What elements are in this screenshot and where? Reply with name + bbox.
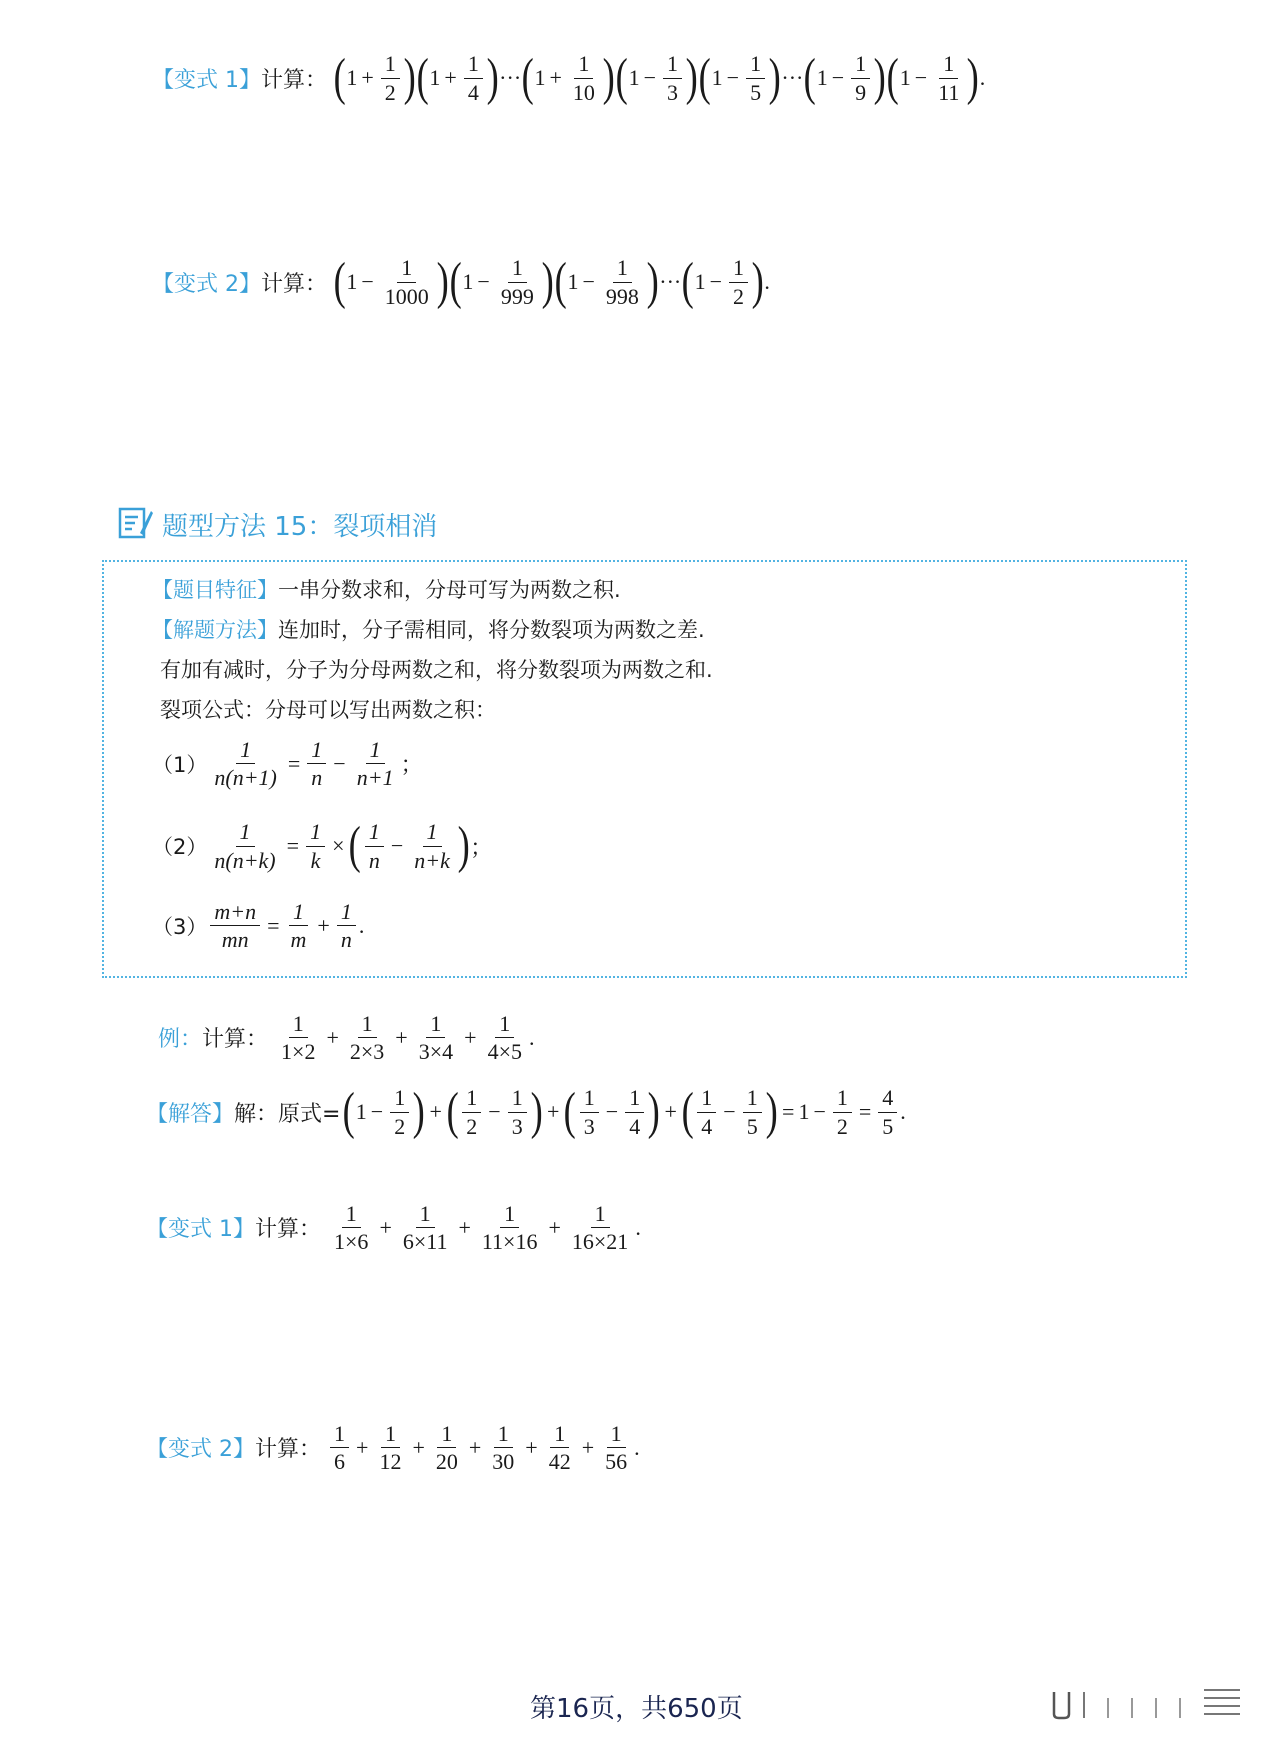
numerator: 1 [358,1012,377,1038]
denominator: 5 [882,1113,894,1139]
denominator: 3 [511,1113,523,1139]
numerator: 1 [381,52,400,78]
operator: + [547,1099,560,1124]
compute-prefix: 计算： [255,1217,322,1243]
fraction [545,1422,575,1473]
denominator: n [311,765,323,791]
variant-2-top [152,253,770,310]
denominator: 2 [394,1113,406,1139]
math-text: 1 [346,269,358,294]
parenthesis: ( [416,49,429,106]
numerator: 1 [236,738,255,764]
fraction [210,820,279,871]
math-text: . [979,65,986,90]
operator: + [356,1434,369,1460]
fraction [415,1012,457,1063]
fraction [851,52,870,103]
parenthesis: ( [803,49,817,106]
operator: − [370,1099,384,1124]
parenthesis: ) [412,1083,425,1140]
fraction [878,1086,897,1137]
denominator: 12 [379,1449,402,1475]
fraction [306,820,325,871]
numerator: 1 [495,1012,514,1038]
math-text: 1 [567,269,579,294]
operator: + [581,1434,595,1460]
math-text: ； [470,834,493,860]
numerator: 1 [381,1422,400,1448]
numerator: m+n [210,900,260,926]
math-text: 1 [711,65,723,90]
numerator: 1 [613,256,632,282]
denominator: n(n+1) [214,765,277,791]
math-text: . [634,1434,640,1460]
fraction [410,820,454,871]
operator: + [326,1024,339,1050]
operator: + [317,912,330,938]
numerator: 1 [423,820,442,846]
denominator: 20 [435,1449,458,1475]
numerator: 1 [833,1086,852,1112]
numerator: 1 [236,820,255,846]
denominator: mn [221,927,249,953]
operator: + [549,65,562,90]
feature-text: 一串分数求和，分母可写为两数之积. [278,578,621,602]
parenthesis: ( [449,253,462,310]
fraction [663,52,682,103]
denominator: 1×6 [334,1229,369,1255]
math-expression [342,1083,906,1140]
numerator: 1 [289,1012,308,1038]
formula-2 [152,817,493,874]
operator: + [525,1434,538,1460]
variant-2-bottom [146,1422,640,1473]
parenthesis: ( [333,253,346,310]
parenthesis: ) [751,253,764,310]
math-text: 1 [628,65,640,90]
math-expression [327,1202,641,1253]
parenthesis: ) [685,49,698,106]
fraction [210,900,260,951]
variant-label: 【变式 1】 [146,1217,255,1243]
operator: + [395,1024,408,1050]
numerator: 1 [437,1422,456,1448]
denominator: 4 [629,1113,641,1139]
operator: = [286,833,300,858]
feature-label: 【题目特征】 [152,578,278,602]
fraction [833,1086,852,1137]
math-text: ； [400,752,423,778]
fraction [729,256,748,307]
parenthesis: ) [647,1083,660,1140]
parenthesis: ( [615,49,628,106]
parenthesis: ( [681,1083,694,1140]
fraction [488,1422,518,1473]
numerator: 1 [500,1202,519,1228]
denominator: 999 [500,283,534,309]
parenthesis: ) [457,817,470,874]
math-text: 1 [429,65,441,90]
numerator: 1 [697,1086,716,1112]
parenthesis: ) [602,49,615,106]
math-expression [333,253,770,310]
fraction [580,1086,599,1137]
denominator: 6 [334,1449,346,1475]
parenthesis: ( [564,1083,577,1140]
fraction [210,738,281,789]
numerator: 1 [337,900,356,926]
math-text: . [358,912,365,938]
fraction [484,1012,526,1063]
denominator: 2 [836,1113,848,1139]
denominator: n+k [414,847,450,873]
math-text: 1 [798,1099,810,1124]
operator: + [468,1434,482,1460]
formula-label: （3） [152,914,208,939]
fraction [432,1422,462,1473]
math-text: 1 [346,65,358,90]
method-line [152,614,705,644]
operator: + [458,1214,471,1240]
operator: + [379,1214,392,1240]
denominator: 10 [572,79,595,105]
fraction [601,1422,631,1473]
example [158,1012,534,1063]
denominator: n [340,927,352,953]
operator: = [782,1099,795,1124]
operator: + [664,1099,677,1124]
denominator: 2 [384,79,396,105]
operator: − [813,1099,826,1124]
parenthesis: ( [554,253,567,310]
numerator: 1 [307,738,326,764]
notebook-pen-icon [118,505,154,543]
compute-prefix: 计算： [261,271,328,297]
numerator: 1 [366,738,385,764]
operator: + [464,1024,477,1050]
fraction [365,820,384,871]
denominator: 5 [750,79,762,105]
denominator: 11 [938,79,960,105]
fraction [330,1422,349,1473]
denominator: 16×21 [571,1229,629,1255]
operator: × [332,833,345,858]
variant-1-top [152,49,986,106]
fraction [277,1012,319,1063]
parenthesis: ( [521,49,534,106]
fraction [743,1086,762,1137]
formula-3 [152,900,364,951]
parenthesis: ) [646,253,659,310]
parenthesis: ) [765,1083,778,1140]
numerator: 1 [494,1422,513,1448]
math-expression [274,1012,534,1063]
numerator: 1 [939,52,958,78]
operator: − [390,833,404,858]
fraction [478,1202,542,1253]
compute-prefix: 计算： [202,1027,269,1053]
denominator: 30 [492,1449,515,1475]
formula-1 [152,738,423,789]
operator: − [726,65,740,90]
formula-expression [207,817,493,874]
operator: − [709,269,722,294]
formula-expression [207,900,364,951]
fraction [353,738,398,789]
parenthesis: ( [681,253,694,310]
variant-label: 【变式 2】 [152,271,261,297]
numerator: 1 [574,52,593,78]
operator: − [477,269,490,294]
fraction [462,1086,481,1137]
fraction [625,1086,644,1137]
math-text: 1 [534,65,546,90]
formula-label: （1） [152,752,208,777]
parenthesis: ) [403,49,416,106]
page-indicator: 第16页，共650页 [530,1694,743,1724]
answer-label: 【解答】 [146,1101,235,1127]
variant-label: 【变式 2】 [146,1437,255,1463]
numerator: 1 [508,1086,527,1112]
operator: − [914,65,928,90]
formula-label: （2） [152,835,208,859]
math-text: 1 [355,1099,367,1124]
fraction [381,52,400,103]
numerator: 1 [746,52,765,78]
feature-line [152,574,621,604]
numerator: 1 [729,256,748,282]
parenthesis: ) [530,1083,543,1140]
denominator: 5 [746,1113,758,1139]
denominator: n(n+k) [214,847,276,873]
fraction [569,52,599,103]
operator: = [267,912,280,938]
fraction [390,1086,409,1137]
denominator: 9 [855,79,867,105]
numerator: 1 [851,52,870,78]
fraction [337,900,356,951]
math-text: . [528,1024,535,1050]
denominator: n [368,847,380,873]
section-heading [118,505,437,543]
operator: + [412,1434,425,1460]
parenthesis: ) [966,49,980,106]
numerator: 1 [330,1422,349,1448]
numerator: 1 [342,1202,361,1228]
parenthesis: ( [349,817,362,874]
parenthesis: ( [698,49,712,106]
numerator: 1 [390,1086,409,1112]
math-text: 1 [899,65,911,90]
operator: − [333,750,346,776]
fraction [746,52,765,103]
denominator: n+1 [356,765,394,791]
math-text: ··· [499,65,522,90]
operator: + [548,1214,561,1240]
denominator: 4 [467,79,479,105]
operator: + [361,65,374,90]
fraction [464,52,483,103]
denominator: 1×2 [281,1039,316,1065]
denominator: 998 [605,283,639,309]
fraction [330,1202,372,1253]
denominator: 56 [605,1449,628,1475]
denominator: 2 [732,283,744,309]
operator: + [444,65,457,90]
operator: − [831,65,845,90]
fraction [381,256,433,307]
parenthesis: ) [768,49,781,106]
operator: − [723,1099,736,1124]
math-text: ··· [781,65,804,90]
operator: + [429,1099,442,1124]
parenthesis: ( [446,1083,459,1140]
numerator: 1 [607,1422,626,1448]
answer-prefix: 解：原式= [234,1101,341,1127]
parenthesis: ( [343,1083,356,1140]
operator: − [605,1099,619,1124]
fraction [508,1086,527,1137]
numerator: 1 [580,1086,599,1112]
math-text: 1 [462,269,474,294]
parenthesis: ( [887,49,900,106]
fraction [307,738,326,789]
method-line-4: 裂项公式：分母可以写出两数之积： [160,698,496,722]
parenthesis: ) [436,253,449,310]
numerator: 1 [365,820,384,846]
denominator: 3 [583,1113,595,1139]
numerator: 1 [462,1086,481,1112]
fraction [568,1202,632,1253]
method-label: 【解题方法】 [152,618,278,642]
numerator: 4 [878,1086,897,1112]
numerator: 1 [306,820,325,846]
denominator: k [310,847,321,873]
denominator: 4×5 [487,1039,522,1065]
fraction [399,1202,452,1253]
parenthesis: ) [873,49,886,106]
parenthesis: ( [333,49,346,106]
fraction [287,900,311,951]
formula-expression [207,738,422,789]
numerator: 1 [464,52,483,78]
math-expression [333,49,986,106]
variant-label: 【变式 1】 [152,67,261,93]
operator: − [488,1099,501,1124]
math-text: 1 [816,65,828,90]
fraction [346,1012,388,1063]
answer [146,1083,906,1140]
numerator: 1 [397,256,416,282]
numerator: 1 [743,1086,762,1112]
denominator: 42 [548,1449,571,1475]
math-text: . [635,1214,641,1240]
compute-prefix: 计算： [261,67,328,93]
operator: − [361,269,374,294]
fraction [934,52,963,103]
operator: = [858,1099,872,1124]
parenthesis: ) [486,49,499,106]
fraction [697,1086,716,1137]
denominator: 6×11 [402,1229,448,1255]
variant-1-bottom [146,1202,641,1253]
numerator: 1 [663,52,682,78]
math-text: . [900,1099,906,1124]
numerator: 1 [625,1086,644,1112]
denominator: 2 [466,1113,478,1139]
section-title: 题型方法 15：裂项相消 [162,511,438,542]
parenthesis: ) [541,253,554,310]
denominator: m [290,927,307,953]
numerator: 1 [508,256,527,282]
fraction [375,1422,405,1473]
fraction [602,256,643,307]
method-text: 连加时，分子需相同，将分数裂项为两数之差. [278,618,705,642]
page-scrubber-icon[interactable] [1050,1684,1250,1724]
math-text: . [764,269,770,294]
math-text: 1 [694,269,706,294]
denominator: 3×4 [418,1039,454,1065]
denominator: 11×16 [481,1229,538,1255]
operator: − [643,65,656,90]
math-expression [327,1422,640,1473]
numerator: 1 [591,1202,610,1228]
numerator: 1 [426,1012,445,1038]
compute-prefix: 计算： [255,1437,322,1463]
denominator: 2×3 [349,1039,385,1065]
example-label: 例： [158,1027,203,1053]
math-text: ··· [659,269,682,294]
numerator: 1 [416,1202,435,1228]
denominator: 3 [666,79,678,105]
method-line-3: 有加有减时，分子为分母两数之和，将分数裂项为两数之和. [160,658,713,682]
denominator: 4 [701,1113,713,1139]
operator: − [582,269,595,294]
denominator: 1000 [384,283,429,309]
numerator: 1 [550,1422,569,1448]
operator: = [287,750,301,776]
fraction [497,256,538,307]
numerator: 1 [289,900,308,926]
